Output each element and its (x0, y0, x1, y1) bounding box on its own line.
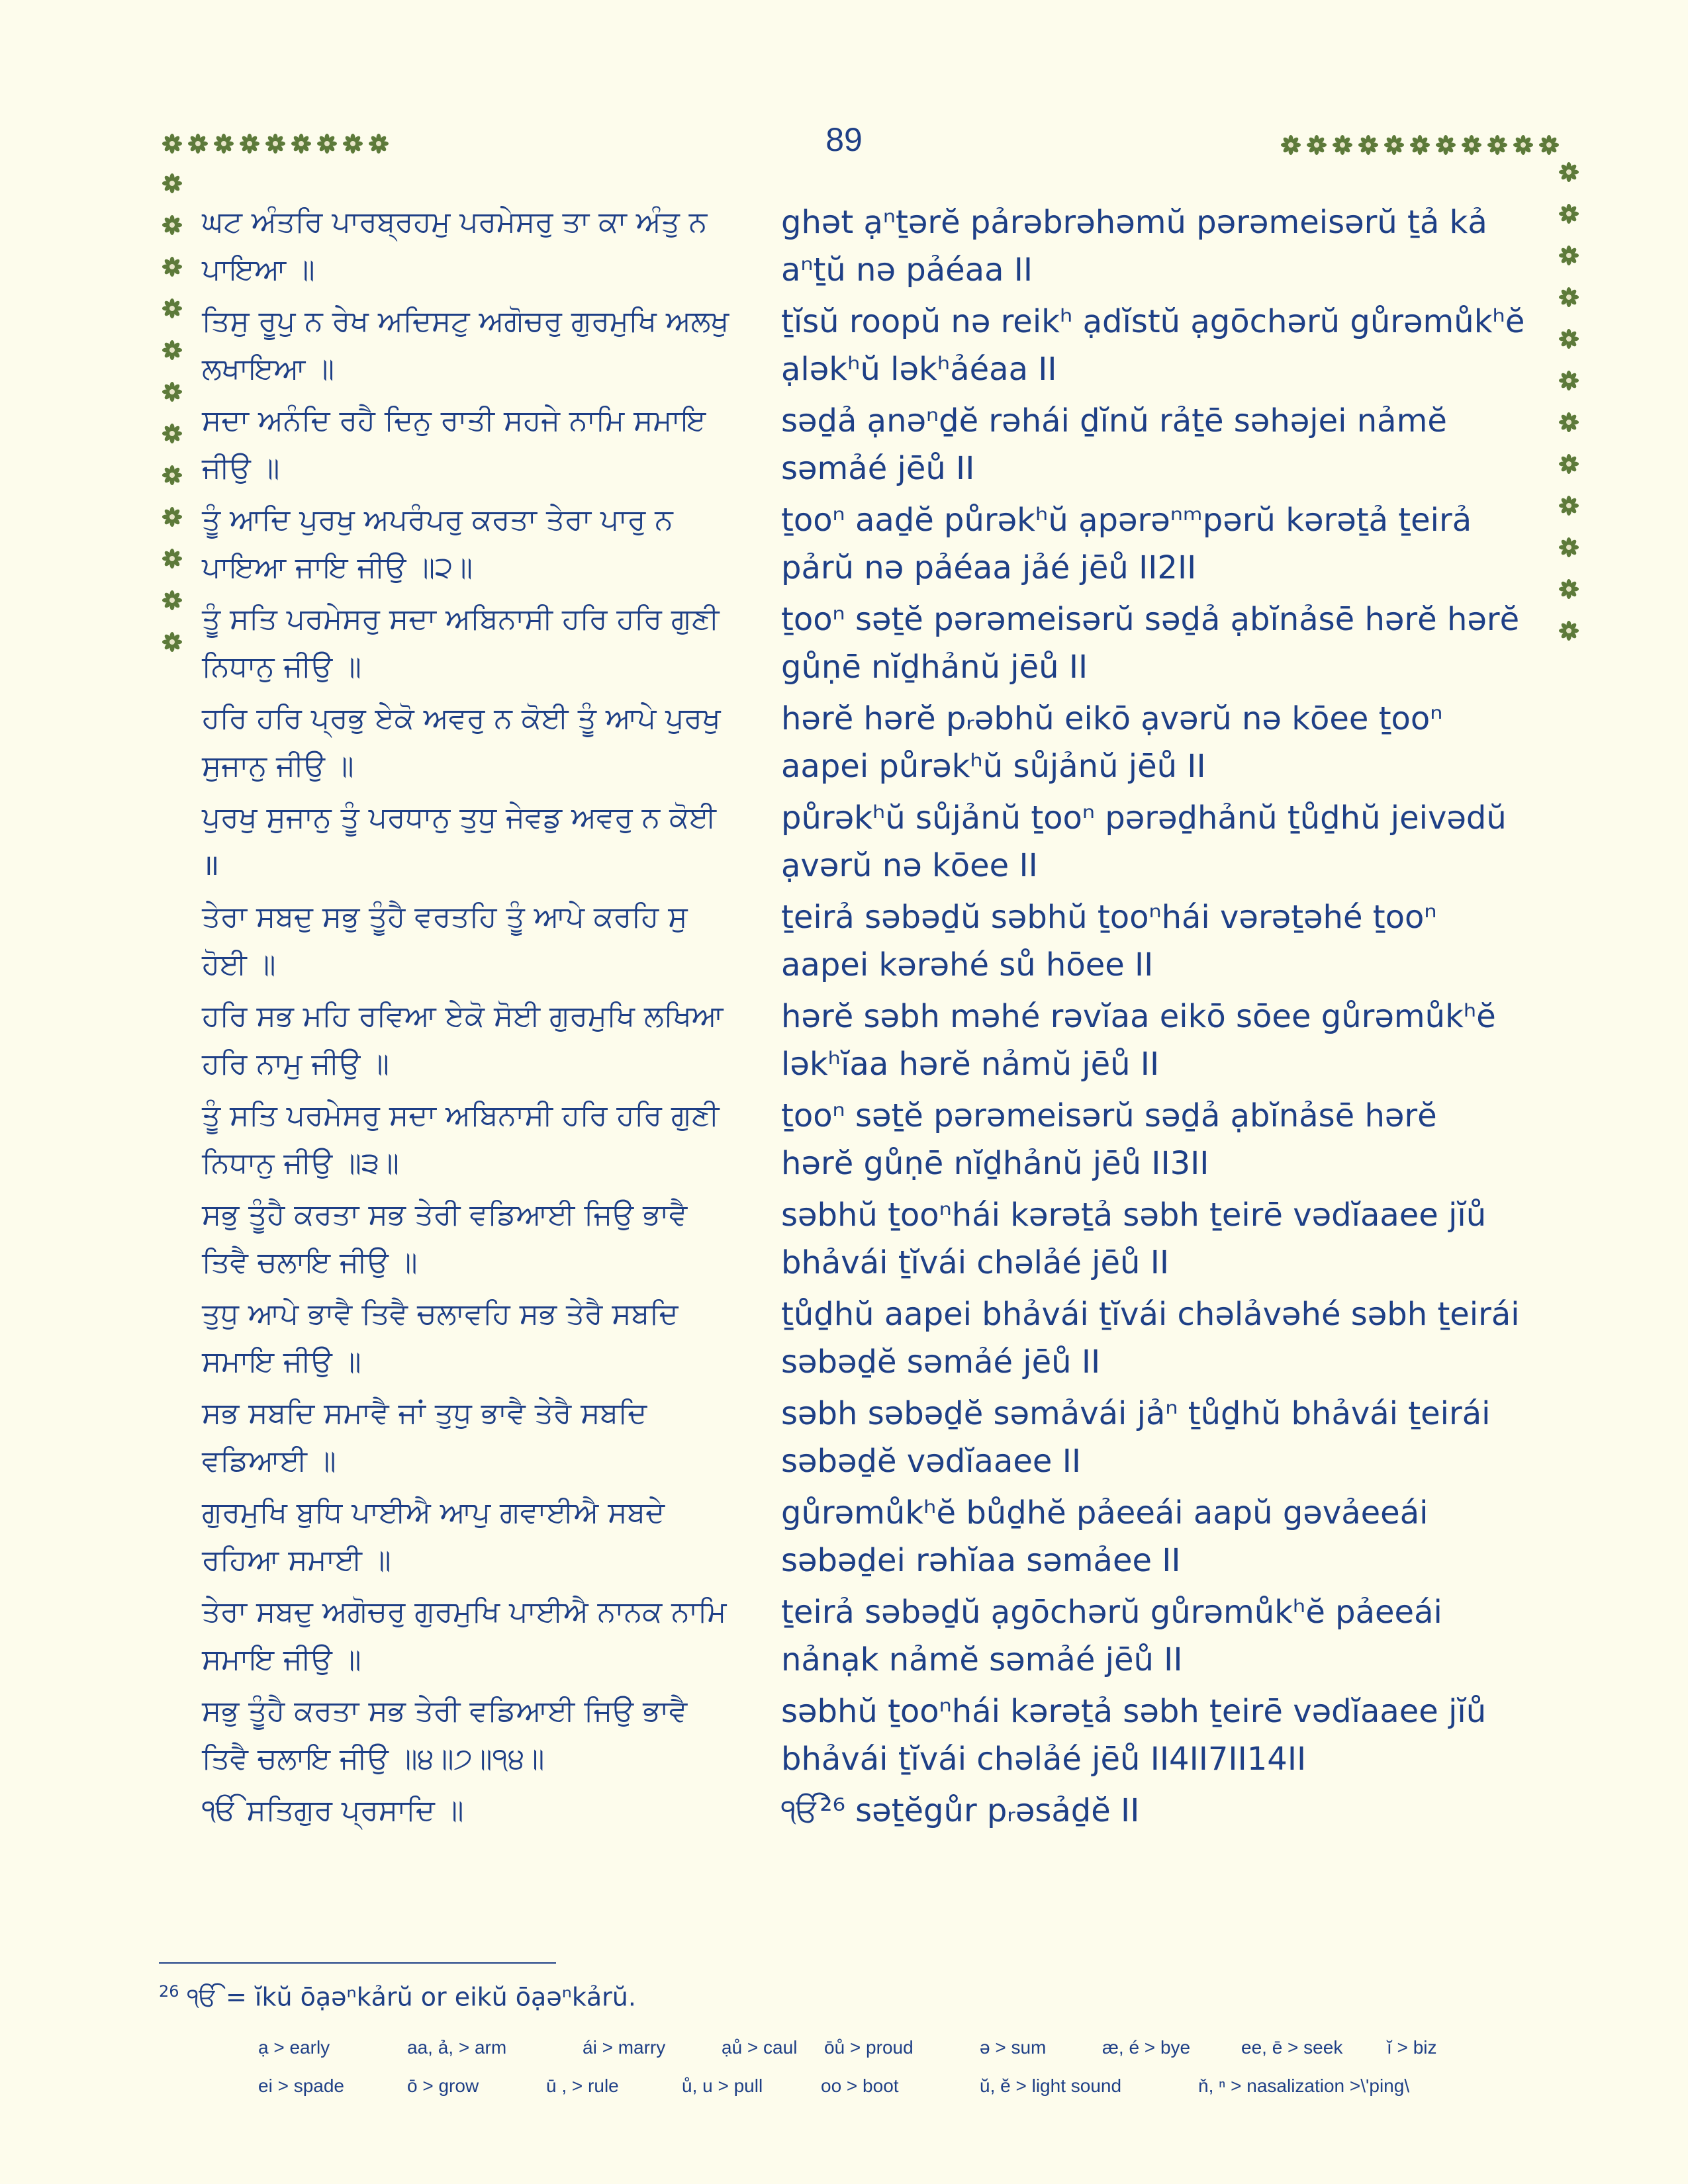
footnote-divider (159, 1962, 556, 1964)
verse-row (202, 695, 1526, 794)
gurmukhi-text: ਹਰਿ ਸਭ ਮਹਿ ਰਵਿਆ ਏਕੋ ਸੋਈ ਗੁਰਮੁਖਿ ਲਖਿਆ ਹਰਿ ਨਾਮੁ ਜੀਉ ॥ (202, 999, 724, 1081)
gurmukhi-text: ਪੁਰਖੁ ਸੁਜਾਨੁ ਤੂੰ ਪਰਧਾਨੁ ਤੁਧੁ ਜੇਵਡੁ ਅਵਰੁ ਨ ਕੋਈ ॥ (202, 801, 716, 882)
flower-ornament-icon (1281, 135, 1301, 155)
key-entry: ň, ⁿ > nasalization >\'ping\ (1198, 2075, 1410, 2096)
gurmukhi-text: ਹਰਿ ਹਰਿ ਪ੍ਰਭੁ ਏਕੋ ਅਵਰੁ ਨ ਕੋਈ ਤੂੰ ਆਪੇ ਪੁਰਖੁ ਸੁਜਾਨੁ ਜੀਉ ॥ (202, 702, 721, 783)
flower-ornament-icon (343, 134, 363, 154)
key-entry: æ, é > bye (1102, 2037, 1191, 2058)
transliteration-text: ghət ạⁿṯərĕ pảrəbrəhəmŭ pərəmeisərŭ ṯả kả aⁿṯŭ nə pảéaa II (781, 204, 1487, 289)
verse-row (202, 1092, 1526, 1191)
verse-row (202, 397, 1526, 496)
key-entry: ů, u > pull (682, 2075, 763, 2096)
verse-row (202, 199, 1526, 298)
flower-ornament-icon (1559, 579, 1579, 599)
flower-ornament-icon (1559, 162, 1579, 182)
gurmukhi-text: ਸਭੁ ਤੂੰਹੈ ਕਰਤਾ ਸਭ ਤੇਰੀ ਵਡਿਆਈ ਜਿਉ ਭਾਵੈ ਤਿਵੈ ਚਲਾਇ ਜੀਉ ॥ (202, 1198, 688, 1279)
flower-ornament-icon (162, 298, 182, 318)
flower-ornament-icon (188, 134, 208, 154)
flower-ornament-icon (162, 215, 182, 235)
page-number: 89 (825, 121, 863, 158)
footnote-number: 26 (159, 1982, 179, 2001)
flower-ornament-icon (1559, 412, 1579, 432)
flower-ornament-icon (1559, 496, 1579, 516)
flower-ornament-icon (1410, 135, 1430, 155)
flower-ornament-icon (1559, 287, 1579, 307)
flower-ornament-icon (162, 134, 182, 154)
flower-ornament-icon (162, 382, 182, 402)
key-entry: oo > boot (821, 2075, 899, 2096)
gurmukhi-text: ਸਦਾ ਅਨੰਦਿ ਰਹੈ ਦਿਨੁ ਰਾਤੀ ਸਹਜੇ ਨਾਮਿ ਸਮਾਇ ਜੀਉ ॥ (202, 404, 706, 485)
key-entry: ĭ > biz (1387, 2037, 1437, 2058)
gurmukhi-text: ੴ ਸਤਿਗੁਰ ਪ੍ਰਸਾਦਿ ॥ (202, 1794, 464, 1827)
key-entry: ō > grow (407, 2075, 479, 2096)
flower-ornament-icon (162, 632, 182, 652)
transliteration-text: ṯeirả səbəḏŭ ạgōchərŭ gůrəmůkʰĕ pảeeái nảnạk nảmĕ səmảé jēů II (781, 1594, 1442, 1678)
verse-row (202, 794, 1526, 893)
verse-row (202, 496, 1526, 596)
flower-ornament-icon (1462, 135, 1481, 155)
flower-ornament-icon (162, 340, 182, 360)
flower-ornament-icon (1559, 246, 1579, 265)
flower-ornament-icon (1559, 329, 1579, 349)
key-entry: ee, ē > seek (1241, 2037, 1343, 2058)
verse-row (202, 1191, 1526, 1291)
gurmukhi-text: ਤੂੰ ਆਦਿ ਪੁਰਖੁ ਅਪਰੰਪਰੁ ਕਰਤਾ ਤੇਰਾ ਪਾਰੁ ਨ ਪਾਇਆ ਜਾਇ ਜੀਉ ॥੨॥ (202, 503, 673, 584)
verse-row (202, 993, 1526, 1092)
transliteration-text: ੴ²⁶ səṯĕgůr pᵣəsảḏĕ II (781, 1792, 1140, 1829)
transliteration-text: hərĕ səbh məhé rəvĭaa eikō sōee gůrəmůkʰĕ ləkʰĭaa hərĕ nảmŭ jēů II (781, 998, 1496, 1083)
gurmukhi-text: ਤੇਰਾ ਸਬਦੁ ਸਭੁ ਤੂੰਹੈ ਵਰਤਹਿ ਤੂੰ ਆਪੇ ਕਰਹਿ ਸੁ ਹੋਈ ॥ (202, 900, 688, 981)
transliteration-text: səbhŭ ṯooⁿhái kərəṯả səbh ṯeirē vədĭaaee jĭů bhảvái ṯĭvái chəlảé jēů II (781, 1197, 1487, 1281)
flower-ornament-icon (162, 549, 182, 569)
flower-ornament-icon (162, 173, 182, 193)
verse-row (202, 1489, 1526, 1588)
flower-ornament-icon (1487, 135, 1507, 155)
key-entry: ái > marry (583, 2037, 666, 2058)
gurmukhi-text: ਤੂੰ ਸਤਿ ਪਰਮੇਸਰੁ ਸਦਾ ਅਬਿਨਾਸੀ ਹਰਿ ਹਰਿ ਗੁਣੀ ਨਿਧਾਨੁ ਜੀਉ ॥ (202, 602, 720, 684)
key-entry: ə > sum (980, 2037, 1047, 2058)
gurmukhi-text: ਤਿਸੁ ਰੂਪੁ ਨ ਰੇਖ ਅਦਿਸਟੁ ਅਗੋਚਰੁ ਗੁਰਮੁਖਿ ਅਲਖੁ ਲਖਾਇਆ ॥ (202, 304, 729, 386)
verse-row (202, 298, 1526, 397)
verse-row (202, 596, 1526, 695)
flower-ornament-icon (369, 134, 389, 154)
verse-row (202, 1291, 1526, 1390)
flower-ornament-icon (265, 134, 285, 154)
key-entry: aa, ả, > arm (407, 2037, 507, 2058)
flower-ornament-icon (162, 590, 182, 610)
flower-ornament-icon (162, 257, 182, 277)
verse-row (202, 893, 1526, 993)
flower-ornament-icon (214, 134, 234, 154)
flower-ornament-icon (1559, 371, 1579, 390)
gurmukhi-text: ਸਭੁ ਤੂੰਹੈ ਕਰਤਾ ਸਭ ਤੇਰੀ ਵਡਿਆਈ ਜਿਉ ਭਾਵੈ ਤਿਵੈ ਚਲਾਇ ਜੀਉ ॥੪॥੭॥੧੪॥ (202, 1694, 688, 1776)
flower-ornament-icon (1513, 135, 1533, 155)
flower-ornament-icon (1384, 135, 1404, 155)
key-entry: ū , > rule (546, 2075, 619, 2096)
flower-ornament-icon (1539, 135, 1559, 155)
flower-ornament-icon (1559, 204, 1579, 224)
flower-ornament-icon (1358, 135, 1378, 155)
verse-row (202, 1390, 1526, 1489)
flower-ornament-icon (317, 134, 337, 154)
flower-ornament-icon (291, 134, 311, 154)
gurmukhi-text: ਘਟ ਅੰਤਰਿ ਪਾਰਬ੍ਰਹਮੁ ਪਰਮੇਸਰੁ ਤਾ ਕਾ ਅੰਤੁ ਨ ਪਾਇਆ ॥ (202, 205, 708, 287)
transliteration-text: ṯooⁿ səṯĕ pərəmeisərŭ səḏả ạbĭnảsē hərĕ hərĕ gůṇē nĭḏhảnŭ jēů II (781, 601, 1520, 686)
key-entry: ạů > caul (722, 2037, 798, 2058)
verse-row (202, 1688, 1526, 1787)
key-entry: ŭ, ĕ > light sound (980, 2075, 1122, 2096)
flower-ornament-icon (1307, 135, 1327, 155)
transliteration-text: səḏả ạnəⁿḏĕ rəhái ḏĭnŭ rảṯē səhəjei nảmĕ səmảé jēů II (781, 402, 1447, 487)
transliteration-text: gůrəmůkʰĕ bůḏhĕ pảeeái aapŭ gəvảeeái səbəḏei rəhĭaa səmảee II (781, 1494, 1429, 1579)
flower-ornament-icon (1559, 454, 1579, 474)
verse-row (202, 1588, 1526, 1688)
transliteration-text: půrəkʰŭ sůjảnŭ ṯooⁿ pərəḏhảnŭ ṯůḏhŭ jeivədŭ ạvərŭ nə kōee II (781, 799, 1507, 884)
footnote (159, 1982, 1549, 2013)
flower-ornament-icon (1436, 135, 1456, 155)
transliteration-text: ṯooⁿ aaḏĕ půrəkʰŭ ạpərəⁿᵐpərŭ kərəṯả ṯeirả pảrŭ nə pảéaa jảé jēů II2II (781, 502, 1472, 586)
transliteration-text: hərĕ hərĕ pᵣəbhŭ eikō ạvərŭ nə kōee ṯooⁿ aapei půrəkʰŭ sůjảnŭ jēů II (781, 700, 1443, 785)
flower-ornament-icon (1333, 135, 1352, 155)
gurmukhi-text: ਤੂੰ ਸਤਿ ਪਰਮੇਸਰੁ ਸਦਾ ਅਬਿਨਾਸੀ ਹਰਿ ਹਰਿ ਗੁਣੀ ਨਿਧਾਨੁ ਜੀਉ ॥੩॥ (202, 1099, 720, 1180)
transliteration-text: ṯůḏhŭ aapei bhảvái ṯĭvái chəlảvəhé səbh ṯeirái səbəḏĕ səmảé jēů II (781, 1296, 1520, 1381)
transliteration-text: ṯooⁿ səṯĕ pərəmeisərŭ səḏả ạbĭnảsē hərĕ hərĕ gůṇē nĭḏhảnŭ jēů II3II (781, 1097, 1437, 1182)
flower-ornament-icon (162, 507, 182, 527)
transliteration-text: ṯĭsŭ roopŭ nə reikʰ ạdĭstŭ ạgōchərŭ gůrəmůkʰĕ ạləkʰŭ ləkʰảéaa II (781, 303, 1525, 388)
key-entry: ei > spade (258, 2075, 344, 2096)
gurmukhi-text: ਤੇਰਾ ਸਬਦੁ ਅਗੋਚਰੁ ਗੁਰਮੁਖਿ ਪਾਈਐ ਨਾਨਕ ਨਾਮਿ ਸਮਾਇ ਜੀਉ ॥ (202, 1595, 727, 1676)
verse-row (202, 1787, 1526, 1886)
transliteration-text: ṯeirả səbəḏŭ səbhŭ ṯooⁿhái vərəṯəhé ṯooⁿ aapei kərəhé sů hōee II (781, 899, 1437, 983)
footnote-text: ੴ = ĭkŭ ōạəⁿkảrŭ or eikŭ ōạəⁿkảrŭ. (187, 1982, 636, 2012)
transliteration-text: səbh səbəḏĕ səmảvái jảⁿ ṯůḏhŭ bhảvái ṯeirái səbəḏĕ vədĭaaee II (781, 1395, 1491, 1480)
flower-ornament-icon (1559, 621, 1579, 641)
key-entry: ōů > proud (824, 2037, 914, 2058)
flower-ornament-icon (1559, 537, 1579, 557)
flower-ornament-icon (240, 134, 259, 154)
transliteration-text: səbhŭ ṯooⁿhái kərəṯả səbh ṯeirē vədĭaaee jĭů bhảvái ṯĭvái chəlảé jēů II4II7II14II (781, 1693, 1487, 1778)
gurmukhi-text: ਤੁਧੁ ਆਪੇ ਭਾਵੈ ਤਿਵੈ ਚਲਾਵਹਿ ਸਭ ਤੇਰੈ ਸਬਦਿ ਸਮਾਇ ਜੀਉ ॥ (202, 1297, 679, 1379)
gurmukhi-text: ਗੁਰਮੁਖਿ ਬੁਧਿ ਪਾਈਐ ਆਪੁ ਗਵਾਈਐ ਸਬਦੇ ਰਹਿਆ ਸਮਾਈ ॥ (202, 1496, 665, 1577)
key-entry: ạ > early (258, 2037, 330, 2058)
gurmukhi-text: ਸਭ ਸਬਦਿ ਸਮਾਵੈ ਜਾਂ ਤੁਧੁ ਭਾਵੈ ਤੇਰੈ ਸਬਦਿ ਵਡਿਆਈ ॥ (202, 1396, 647, 1478)
flower-ornament-icon (162, 465, 182, 485)
flower-ornament-icon (162, 424, 182, 443)
